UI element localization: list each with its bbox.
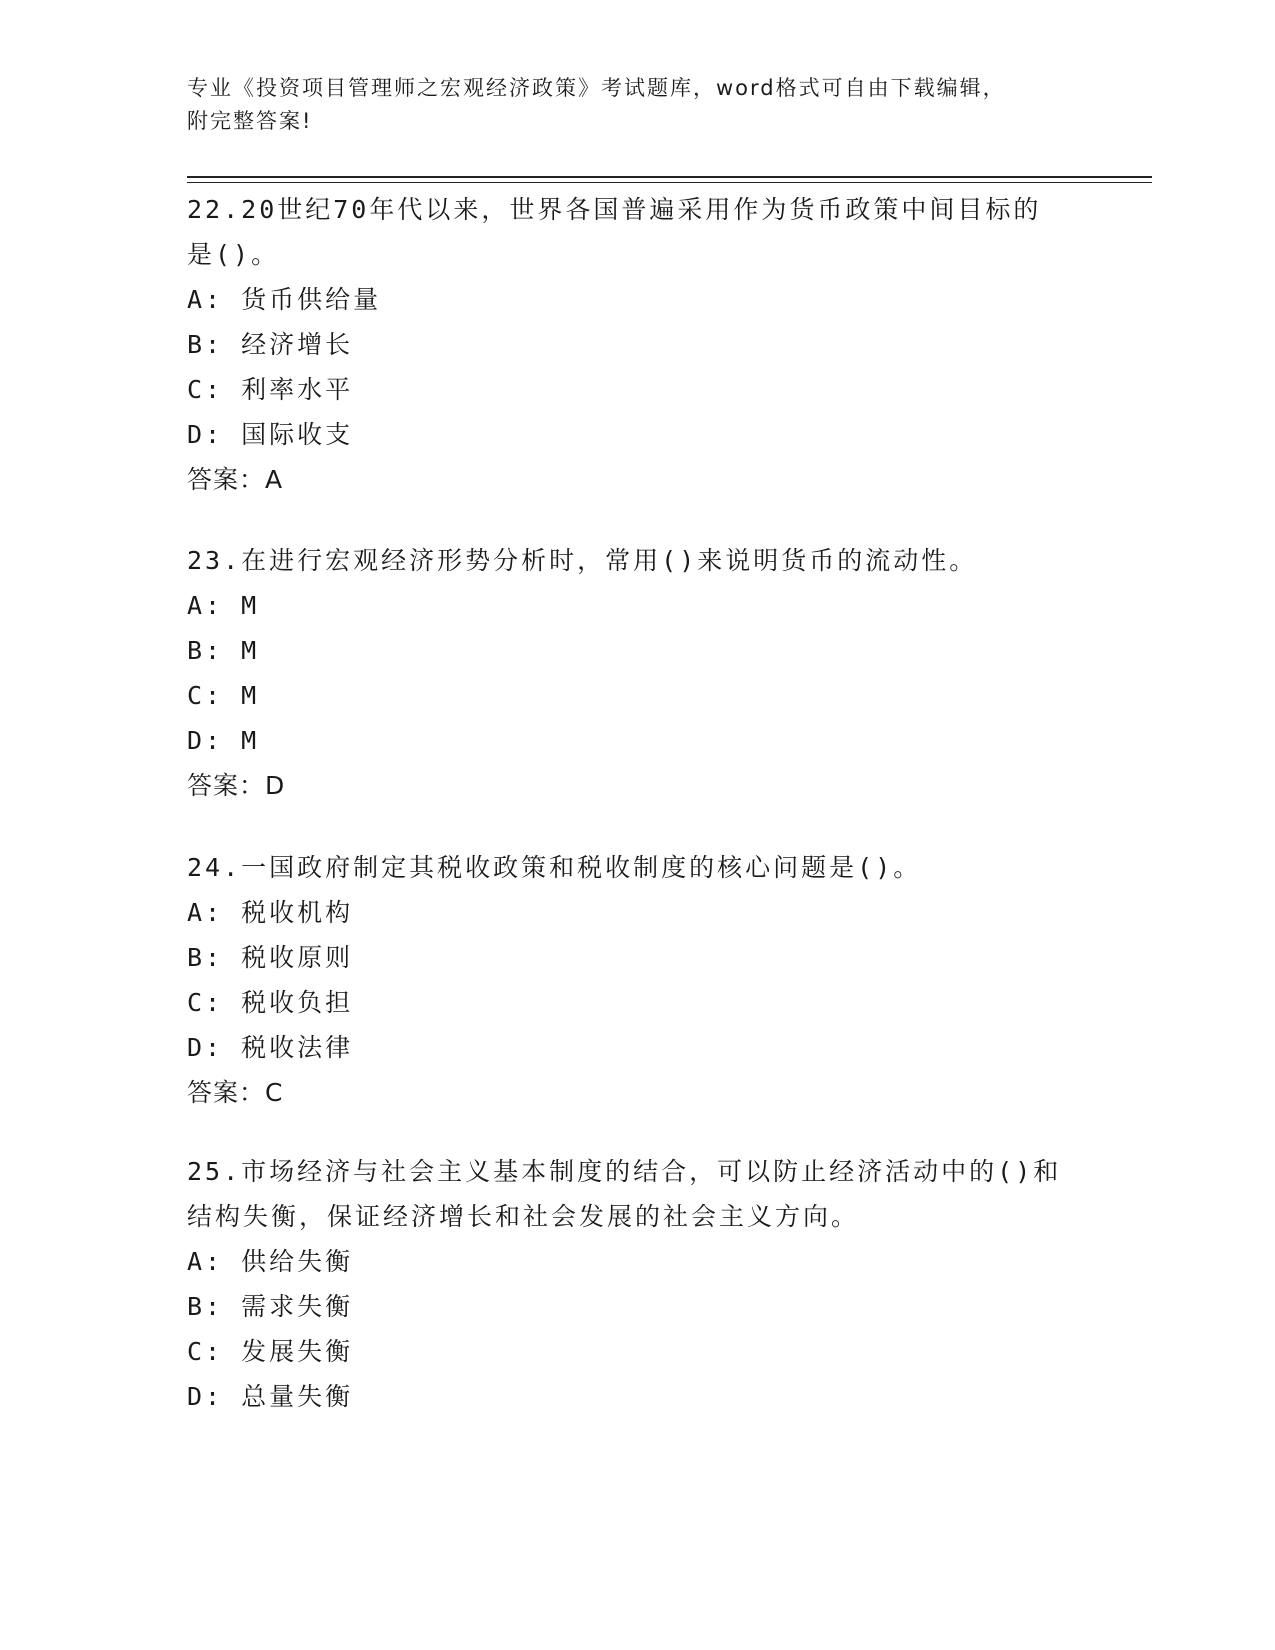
option-text: 经济增长 [241,330,354,359]
question-24 [187,845,1087,1115]
option-text: M [241,591,260,620]
option-text: M [241,636,260,665]
option-text: 国际收支 [241,420,354,449]
question-stem-continued: 是()。 [187,240,280,269]
header-line-1: 专业《投资项目管理师之宏观经济政策》考试题库，word格式可自由下载编辑， [187,76,1006,100]
option-letter: A: [187,898,224,927]
question-stem-continued: 结构失衡，保证经济增长和社会发展的社会主义方向。 [187,1202,860,1231]
header-divider-thin [187,182,1152,183]
question-25 [187,1149,1087,1419]
option-text: 货币供给量 [241,285,382,314]
option-c [187,367,1087,412]
option-letter: B: [187,636,224,665]
option-letter: A: [187,591,224,620]
answer-line: 答案：A [187,465,284,494]
option-letter: A: [187,285,224,314]
option-letter: B: [187,1292,224,1321]
option-d [187,412,1087,457]
option-letter: D: [187,420,224,449]
option-letter: D: [187,726,224,755]
question-23 [187,538,1087,808]
option-text: 税收原则 [241,943,354,972]
answer-line: 答案：D [187,771,286,800]
option-text: M [241,726,260,755]
question-stem: 23.在进行宏观经济形势分析时，常用()来说明货币的流动性。 [187,546,978,575]
option-b [187,628,1087,673]
header-divider-thick [187,176,1152,178]
option-letter: D: [187,1033,224,1062]
option-letter: C: [187,988,224,1017]
option-text: 发展失衡 [241,1337,354,1366]
option-b [187,935,1087,980]
option-c [187,980,1087,1025]
question-stem: 25.市场经济与社会主义基本制度的结合，可以防止经济活动中的()和 [187,1157,1062,1186]
option-letter: A: [187,1247,224,1276]
option-a [187,277,1087,322]
option-text: 总量失衡 [241,1382,354,1411]
option-a [187,890,1087,935]
option-text: M [241,681,260,710]
option-letter: B: [187,330,224,359]
document-header [187,72,1087,138]
option-d [187,1025,1087,1070]
question-stem: 22.20世纪70年代以来，世界各国普遍采用作为货币政策中间目标的 [187,195,1042,224]
option-text: 税收负担 [241,988,354,1017]
answer-line: 答案：C [187,1078,284,1107]
option-b [187,1284,1087,1329]
option-text: 税收机构 [241,898,354,927]
option-text: 需求失衡 [241,1292,354,1321]
option-letter: C: [187,375,224,404]
option-text: 供给失衡 [241,1247,354,1276]
option-text: 利率水平 [241,375,354,404]
option-letter: D: [187,1382,224,1411]
option-a [187,1239,1087,1284]
option-a [187,583,1087,628]
option-c [187,673,1087,718]
question-stem: 24.一国政府制定其税收政策和税收制度的核心问题是()。 [187,853,922,882]
option-letter: C: [187,681,224,710]
option-d [187,718,1087,763]
option-text: 税收法律 [241,1033,354,1062]
option-letter: C: [187,1337,224,1366]
option-d [187,1374,1087,1419]
question-22 [187,187,1087,502]
option-b [187,322,1087,367]
option-letter: B: [187,943,224,972]
option-c [187,1329,1087,1374]
header-line-2: 附完整答案! [187,109,313,133]
